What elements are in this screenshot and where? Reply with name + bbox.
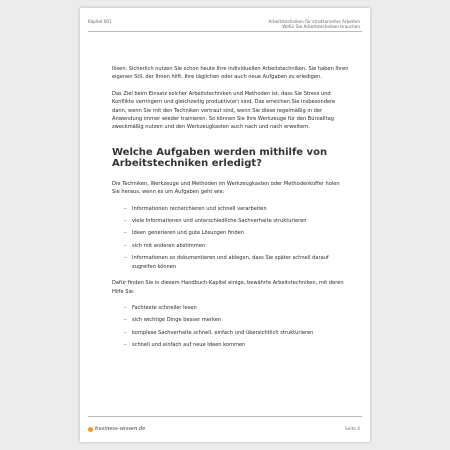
list-item [124,304,349,312]
technique-list [112,304,349,350]
header-section [268,19,360,30]
list-item-text: Fachtexte schneller lesen [132,304,197,311]
page-body [112,65,349,358]
list-item-text: Ideen generieren und gute Lösungen finden [132,230,244,237]
dash-bullet-icon: – [124,255,127,262]
header-divider [88,31,362,32]
logo-dot-icon [88,427,93,432]
list-item-text: viele Informationen und unterschiedliche Sachverhalte strukturieren [132,218,307,225]
list-item-text: Informationen so dokumentieren und ablegen, dass Sie später schnell darauf zugreifen können [132,255,329,270]
list-item [124,254,349,271]
dash-bullet-icon: – [124,230,127,237]
header-chapter: Kapitel 001 [88,19,112,24]
list-item-text: komplexe Sachverhalte schnell, einfach und übersichtlich strukturieren [132,329,314,336]
list-item-text: sich mit anderen abstimmen [132,242,206,249]
paragraph-tasks: Die Techniken, Werkzeuge und Methoden im Werkzeugkasten oder Methodenkoffer holen Sie heraus, wenn es um Aufgaben geht wie: [112,180,340,196]
dash-bullet-icon: – [124,205,127,212]
dash-bullet-icon: – [124,242,127,249]
list-item [124,229,349,237]
dash-bullet-icon: – [124,218,127,225]
list-item-text: schnell und einfach auf neue Ideen kommen [132,342,246,349]
header-section-subtitle: Wofür Sie Arbeitstechniken brauchen [282,24,360,30]
list-item [124,341,349,349]
section-heading: Welche Aufgaben werden mithilfe von Arbeitstechniken erledigt? [112,146,328,170]
page-number: Seite 4 [345,427,360,432]
document-page [80,8,370,442]
list-item [124,329,349,337]
dash-bullet-icon: – [124,329,127,336]
list-item-text: sich wichtige Dinge besser merken [132,317,222,324]
list-item [124,242,349,250]
header-section-title: Arbeitstechniken für strukturiertes Arbeiten [268,19,360,24]
list-item [124,217,349,225]
logo-text: business-wissen.de [95,426,146,432]
paragraph-goal: Das Ziel beim Einsatz solcher Arbeitstechniken und Methoden ist, dass Sie Stress und Konflikte verringern und gleichzeitig produktiv(er) sind. Das erreichen Sie insbesondere dann, wenn Sie mit den Techniken vertraut sind, wenn Sie diese regelmäßig in der Anwendung immer wieder trainieren. So können Sie Ihre Werkzeuge für den Büroalltag zweckmäßig nutzen und den Werkzeugkasten auch nach und nach erweitern. [112,90,336,131]
footer-divider [88,416,362,417]
list-item [124,316,349,324]
dash-bullet-icon: – [124,304,127,311]
publisher-logo [88,426,145,432]
list-item [124,205,349,213]
dash-bullet-icon: – [124,342,127,349]
paragraph-chapter: Dafür finden Sie in diesem Handbuch-Kapitel einige, bewährte Arbeitstechniken, mit deren Hilfe Sie: [112,280,344,295]
dash-bullet-icon: – [124,317,127,324]
paragraph-intro: lösen. Sicherlich nutzen Sie schon heute Ihre individuellen Arbeitstechniken. Sie haben Ihren eigenen Stil, der Ihnen hilft, Ihre täglichen oder auch neue Aufgaben zu erledigen. [112,66,349,81]
list-item-text: Informationen recherchieren und schnell verarbeiten [132,205,267,212]
task-list [112,205,349,271]
